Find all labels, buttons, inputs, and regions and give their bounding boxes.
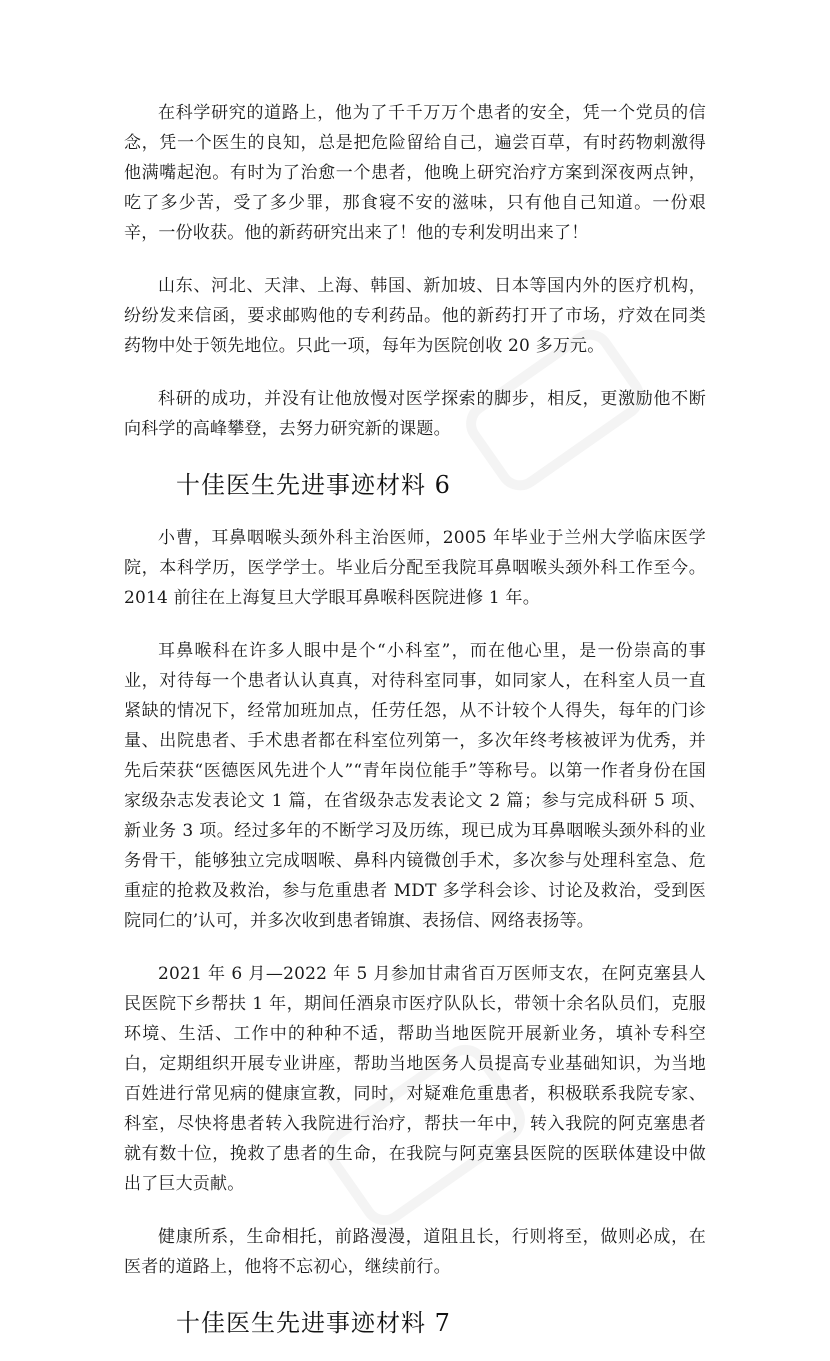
paragraph: 健康所系，生命相托，前路漫漫，道阻且长，行则将至，做则必成，在医者的道路上，他将不忘初心，继续前行。 xyxy=(124,1227,706,1277)
paragraph: 在科学研究的道路上，他为了千千万万个患者的安全，凭一个党员的信念，凭一个医生的良知，总是把危险留给自己，遍尝百草，有时药物刺激得他满嘴起泡。有时为了治愈一个患者，他晚上研究治疗方案到深夜两点钟，吃了多少苦，受了多少罪，那食寝不安的滋味，只有他自己知道。一份艰辛，一份收获。他的新药研究出来了！他的专利发明出来了！ xyxy=(124,103,706,243)
section-heading: 十佳医生先进事迹材料 6 xyxy=(176,471,451,499)
paragraph: 小曹，耳鼻咽喉头颈外科主治医师，2005 年毕业于兰州大学临床医学院，本科学历，医学学士。毕业后分配至我院耳鼻咽喉头颈外科工作至今。2014 前往在上海复旦大学眼耳鼻喉科医院进修 1 年。 xyxy=(124,528,706,608)
paragraph: 2021 年 6 月—2022 年 5 月参加甘肃省百万医师支农，在阿克塞县人民医院下乡帮扶 1 年，期间任酒泉市医疗队队长，带领十余名队员们，克服环境、生活、工作中的种种不适，帮助当地医院开展新业务，填补专科空白，定期组织开展专业讲座，帮助当地医务人员提高专业基础知识，为当地百姓进行常见病的健康宣教，同时，对疑难危重患者，积极联系我院专家、科室，尽快将患者转入我院进行治疗，帮扶一年中，转入我院的阿克塞患者就有数十位，挽救了患者的生命，在我院与阿克塞县医院的医联体建设中做出了巨大贡献。 xyxy=(124,964,706,1194)
section-heading: 十佳医生先进事迹材料 7 xyxy=(176,1309,451,1337)
paragraph: 耳鼻喉科在许多人眼中是个“小科室”，而在他心里，是一份崇高的事业，对待每一个患者认认真真，对待科室同事，如同家人，在科室人员一直紧缺的情况下，经常加班加点，任劳任怨，从不计较个人得失，每年的门诊量、出院患者、手术患者都在科室位列第一，多次年终考核被评为优秀，并先后荣获“医德医风先进个人”“青年岗位能手”等称号。以第一作者身份在国家级杂志发表论文 1 篇，在省级杂志发表论文 2 篇；参与完成科研 5 项、新业务 3 项。经过多年的不断学习及历练，现已成为耳鼻咽喉头颈外科的业务骨干，能够独立完成咽喉、鼻科内镜微创手术，多次参与处理科室急、危重症的抢救及救治，参与危重患者 MDT 多学科会诊、讨论及救治，受到医院同仁的’认可，并多次收到患者锦旗、表扬信、网络表扬等。 xyxy=(124,641,706,931)
paragraph: 科研的成功，并没有让他放慢对医学探索的脚步，相反，更激励他不断向科学的高峰攀登，去努力研究新的课题。 xyxy=(124,389,706,439)
document-body xyxy=(124,98,706,1361)
paragraph: 山东、河北、天津、上海、韩国、新加坡、日本等国内外的医疗机构，纷纷发来信函，要求邮购他的专利药品。他的新药打开了市场，疗效在同类药物中处于领先地位。只此一项，每年为医院创收 20 多万元。 xyxy=(124,276,706,356)
